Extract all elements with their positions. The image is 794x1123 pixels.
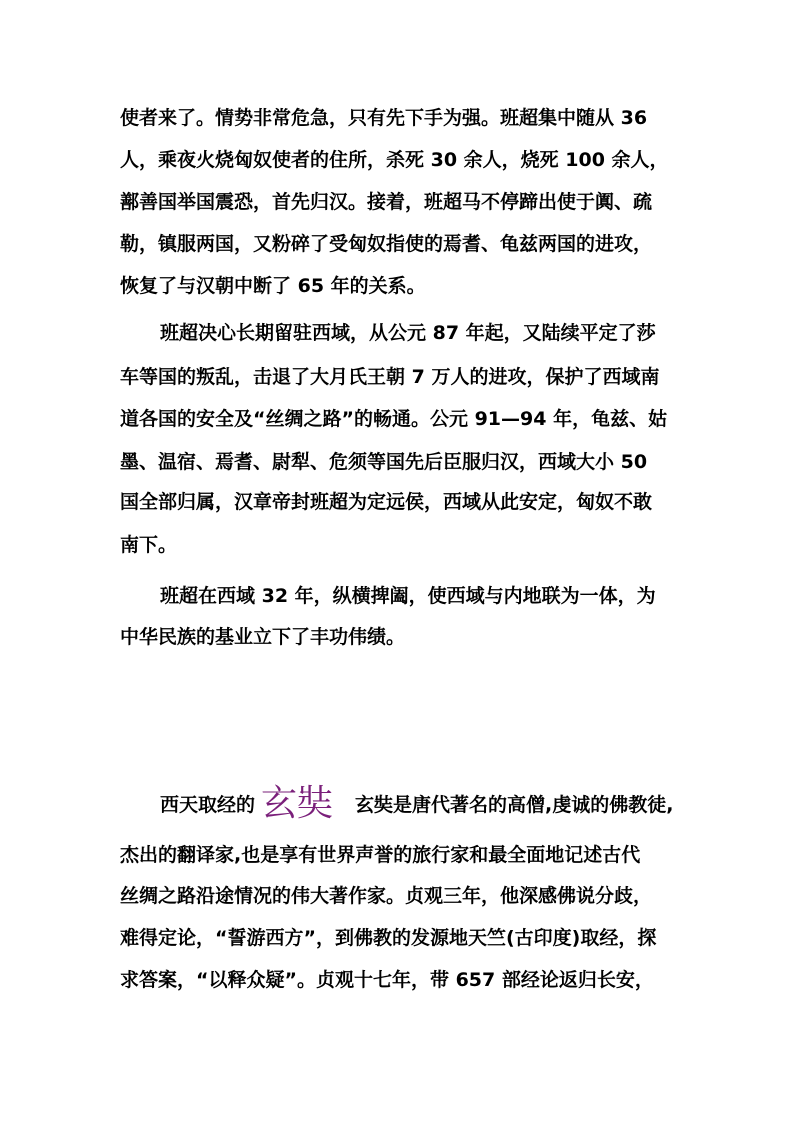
text-line: 丝绸之路沿途情况的伟大著作家。贞观三年，他深感佛说分歧， [120,885,653,907]
text-line: 难得定论，“誓游西方”，到佛教的发源地天竺(古印度)取经，探 [120,927,657,949]
text-line: 中华民族的基业立下了丰功伟绩。 [120,626,406,648]
text-line: 班超在西域 32 年，纵横捭阖，使西域与内地联为一体，为 [160,585,656,607]
text-line: 恢复了与汉朝中断了 65 年的关系。 [120,275,426,297]
text-line: 求答案，“以释众疑”。贞观十七年，带 657 部经论返归长安， [120,969,654,991]
text-line: 杰出的翻译家,也是享有世界声誉的旅行家和最全面地记述古代 [120,844,641,866]
text-line: 道各国的安全及“丝绸之路”的畅通。公元 91—94 年，龟兹、姑 [120,408,668,430]
text-line: 国全部归属，汉章帝封班超为定远侯，西域从此安定，匈奴不敢 [120,491,653,513]
text-line: 人，乘夜火烧匈奴使者的住所，杀死 30 余人，烧死 100 余人， [120,149,669,171]
text-line: 使者来了。情势非常危急，只有先下手为强。班超集中随从 36 [120,107,648,129]
text-line: 鄯善国举国震恐，首先归汉。接着，班超马不停蹄出使于阗、疏 [120,191,653,213]
text-line: 勒，镇服两国，又粉碎了受匈奴指使的焉耆、龟兹两国的进攻， [120,233,653,255]
section-title: 玄奘 [261,783,334,824]
section-intro: 玄奘是唐代著名的高僧,虔诚的佛教徒, [355,794,674,816]
text-line: 墨、温宿、焉耆、尉犁、危须等国先后臣服归汉，西域大小 50 [120,451,648,473]
text-line: 南下。 [120,534,178,556]
section-heading-line [160,783,674,824]
text-line: 车等国的叛乱，击退了大月氏王朝 7 万人的进攻，保护了西域南 [120,366,660,388]
text-line: 班超决心长期留驻西域，从公元 87 年起，又陆续平定了莎 [160,322,656,344]
section-lead: 西天取经的 [160,794,256,816]
